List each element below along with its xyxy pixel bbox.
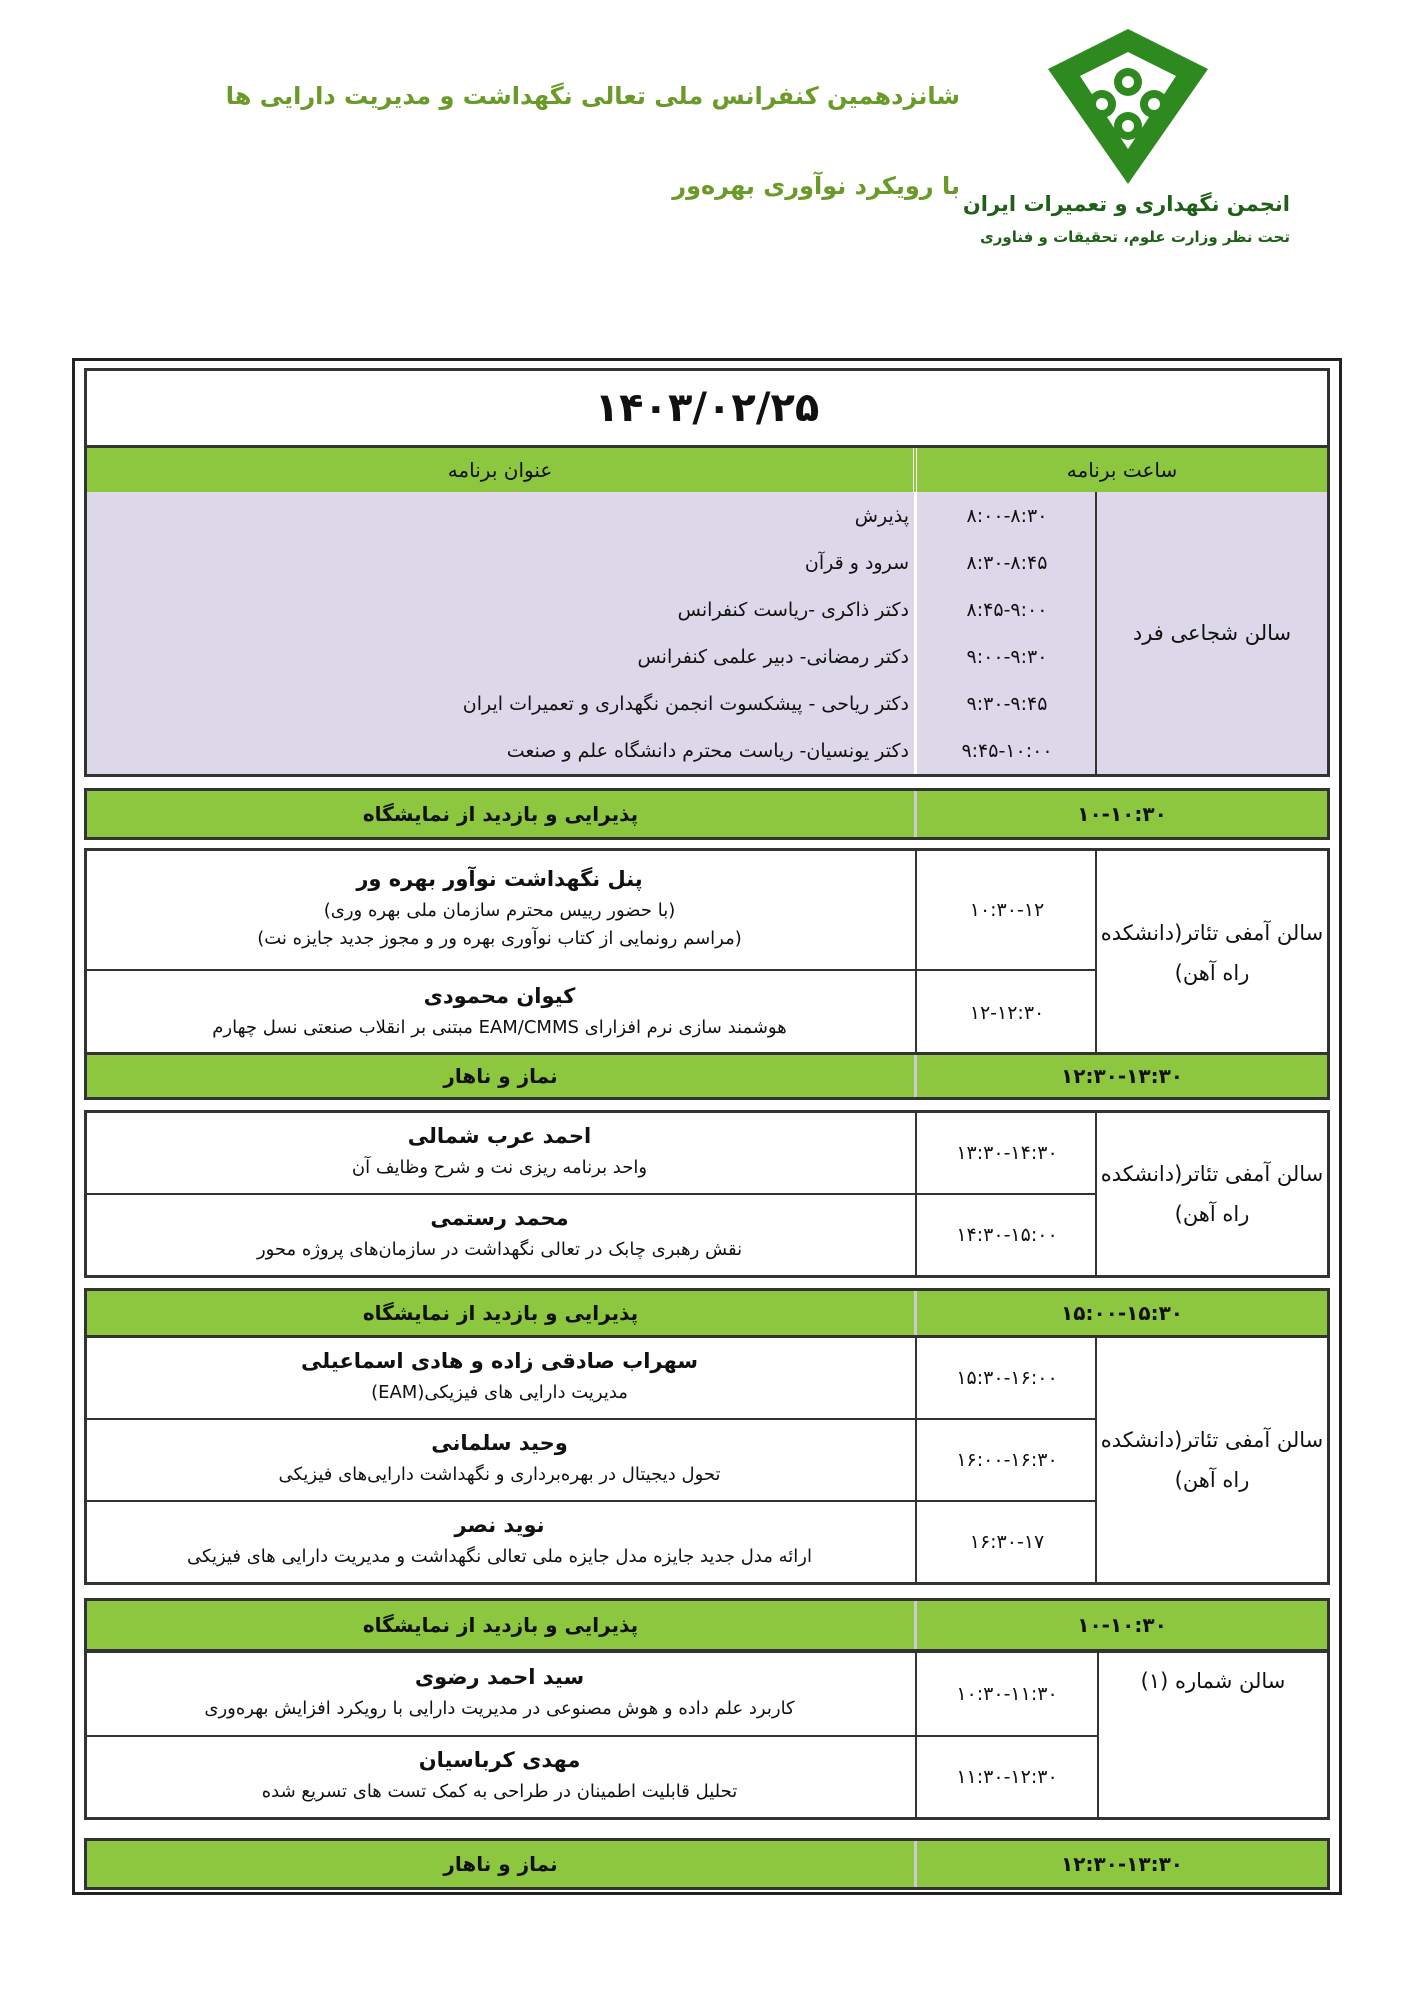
schedule-date: ۱۴۰۳/۰۲/۲۵ [594, 385, 820, 431]
session-time: ۱۰:۳۰-۱۲ [915, 851, 1097, 969]
break-time: ۱۲:۳۰-۱۳:۳۰ [914, 1055, 1327, 1097]
session-row [84, 971, 1097, 1055]
break-row [84, 1598, 1330, 1652]
program-row [84, 586, 1097, 633]
hall-name: سالن شجاعی فرد [1095, 492, 1327, 774]
session-speaker: سید احمد رضوی [414, 1665, 585, 1689]
session-title: کاربرد علم داده و هوش مصنوعی در مدیریت دارایی با رویکرد افزایش بهره‌وری [204, 1698, 795, 1719]
program-time: ۸:۴۵-۹:۰۰ [966, 598, 1048, 621]
opening-block [84, 492, 1330, 777]
break-title: نماز و ناهار [443, 1852, 558, 1876]
program-title: دکتر یونسیان- ریاست محترم دانشگاه علم و صنعت [506, 739, 909, 762]
program-title: دکتر ریاحی - پیشکسوت انجمن نگهداری و تعمیرات ایران [462, 692, 909, 715]
program-row [84, 680, 1097, 727]
session-title: هوشمند سازی نرم افزارای EAM/CMMS مبتنی بر انقلاب صنعتی نسل چهارم [212, 1017, 787, 1038]
session-time: ۱۶:۳۰-۱۷ [915, 1502, 1097, 1582]
session-block [84, 1650, 1330, 1820]
session-time: ۱۰:۳۰-۱۱:۳۰ [915, 1653, 1097, 1735]
session-speaker: وحید سلمانی [431, 1431, 568, 1455]
program-title: سرود و قرآن [804, 551, 909, 574]
session-speaker: کیوان محمودی [423, 984, 576, 1008]
org-name: انجمن نگهداری و تعمیرات ایران [962, 192, 1290, 216]
break-title: نماز و ناهار [443, 1064, 558, 1088]
session-speaker: سهراب صادقی زاده و هادی اسماعیلی [301, 1349, 698, 1373]
session-speaker: پنل نگهداشت نوآور بهره ور [356, 867, 643, 891]
session-block [84, 848, 1330, 1058]
break-row [84, 1838, 1330, 1890]
session-speaker: محمد رستمی [430, 1206, 569, 1230]
table-header [84, 448, 1330, 492]
session-row [84, 1420, 1097, 1502]
session-block [84, 1335, 1330, 1585]
session-block [84, 1110, 1330, 1278]
break-time: ۱۵:۰۰-۱۵:۳۰ [914, 1291, 1327, 1335]
session-title: مدیریت دارایی های فیزیکی(EAM) [371, 1382, 628, 1403]
program-time: ۹:۴۵-۱۰:۰۰ [961, 739, 1053, 762]
session-title: تحلیل قابلیت اطمینان در طراحی به کمک تست های تسریع شده [261, 1781, 738, 1802]
program-row [84, 492, 1097, 539]
break-row [84, 1052, 1330, 1100]
break-row [84, 1288, 1330, 1338]
org-subtitle: تحت نظر وزارت علوم، تحقیقات و فناوری [980, 228, 1290, 246]
session-title: ارائه مدل جدید جایزه مدل جایزه ملی تعالی نگهداشت و مدیریت دارایی های فیزیکی [187, 1546, 812, 1567]
break-time: ۱۲:۳۰-۱۳:۳۰ [914, 1841, 1327, 1887]
conference-subtitle: با رویکرد نوآوری بهره‌ور [672, 172, 960, 200]
session-row [84, 1338, 1097, 1420]
session-title: تحول دیجیتال در بهره‌برداری و نگهداشت دارایی‌های فیزیکی [278, 1464, 721, 1485]
session-time: ۱۶:۰۰-۱۶:۳۰ [915, 1420, 1097, 1500]
session-row [84, 1653, 1097, 1737]
session-row [84, 1195, 1097, 1275]
program-row [84, 539, 1097, 586]
date-row [84, 368, 1330, 448]
header-time: ساعت برنامه [913, 448, 1327, 492]
break-time: ۱۰-۱۰:۳۰ [914, 791, 1327, 837]
session-speaker: مهدی کرباسیان [418, 1748, 581, 1772]
session-speaker: احمد عرب شمالی [407, 1124, 592, 1148]
conference-title: شانزدهمین کنفرانس ملی تعالی نگهداشت و مدیریت دارایی ها [225, 82, 960, 110]
session-time: ۱۱:۳۰-۱۲:۳۰ [915, 1737, 1097, 1817]
session-title: نقش رهبری چابک در تعالی نگهداشت در سازمان‌های پروژه محور [256, 1239, 743, 1260]
break-row [84, 788, 1330, 840]
program-time: ۸:۰۰-۸:۳۰ [966, 504, 1048, 527]
session-row [84, 1737, 1097, 1817]
program-row [84, 633, 1097, 680]
program-title: دکتر ذاکری -ریاست کنفرانس [677, 598, 909, 621]
session-note: (مراسم رونمایی از کتاب نوآوری بهره ور و مجوز جدید جایزه نت) [257, 928, 742, 949]
session-time: ۱۲-۱۲:۳۰ [915, 971, 1097, 1055]
break-title: پذیرایی و بازدید از نمایشگاه [362, 1301, 639, 1325]
hall-name: سالن شماره (۱) [1097, 1653, 1327, 1817]
session-row [84, 851, 1097, 971]
hall-name: سالن آمفی تئاتر(دانشکده راه آهن) [1095, 1338, 1327, 1582]
hall-name: سالن آمفی تئاتر(دانشکده راه آهن) [1095, 851, 1327, 1055]
program-row [84, 727, 1097, 774]
session-time: ۱۴:۳۰-۱۵:۰۰ [915, 1195, 1097, 1275]
session-time: ۱۳:۳۰-۱۴:۳۰ [915, 1113, 1097, 1193]
header-title: عنوان برنامه [447, 458, 553, 482]
break-title: پذیرایی و بازدید از نمایشگاه [362, 1613, 639, 1637]
session-time: ۱۵:۳۰-۱۶:۰۰ [915, 1338, 1097, 1418]
session-row [84, 1113, 1097, 1195]
break-title: پذیرایی و بازدید از نمایشگاه [362, 802, 639, 826]
association-logo [1018, 24, 1238, 194]
program-time: ۸:۳۰-۸:۴۵ [966, 551, 1048, 574]
session-row [84, 1502, 1097, 1582]
break-time: ۱۰-۱۰:۳۰ [914, 1601, 1327, 1649]
program-title: پذیرش [854, 504, 909, 527]
session-speaker: نوید نصر [454, 1513, 545, 1537]
hall-name: سالن آمفی تئاتر(دانشکده راه آهن) [1095, 1113, 1327, 1275]
program-title: دکتر رمضانی- دبیر علمی کنفرانس [637, 645, 909, 668]
program-time: ۹:۰۰-۹:۳۰ [966, 645, 1048, 668]
session-title: واحد برنامه ریزی نت و شرح وظایف آن [351, 1157, 648, 1178]
program-time: ۹:۳۰-۹:۴۵ [966, 692, 1048, 715]
session-note: (با حضور رییس محترم سازمان ملی بهره وری) [323, 900, 676, 921]
